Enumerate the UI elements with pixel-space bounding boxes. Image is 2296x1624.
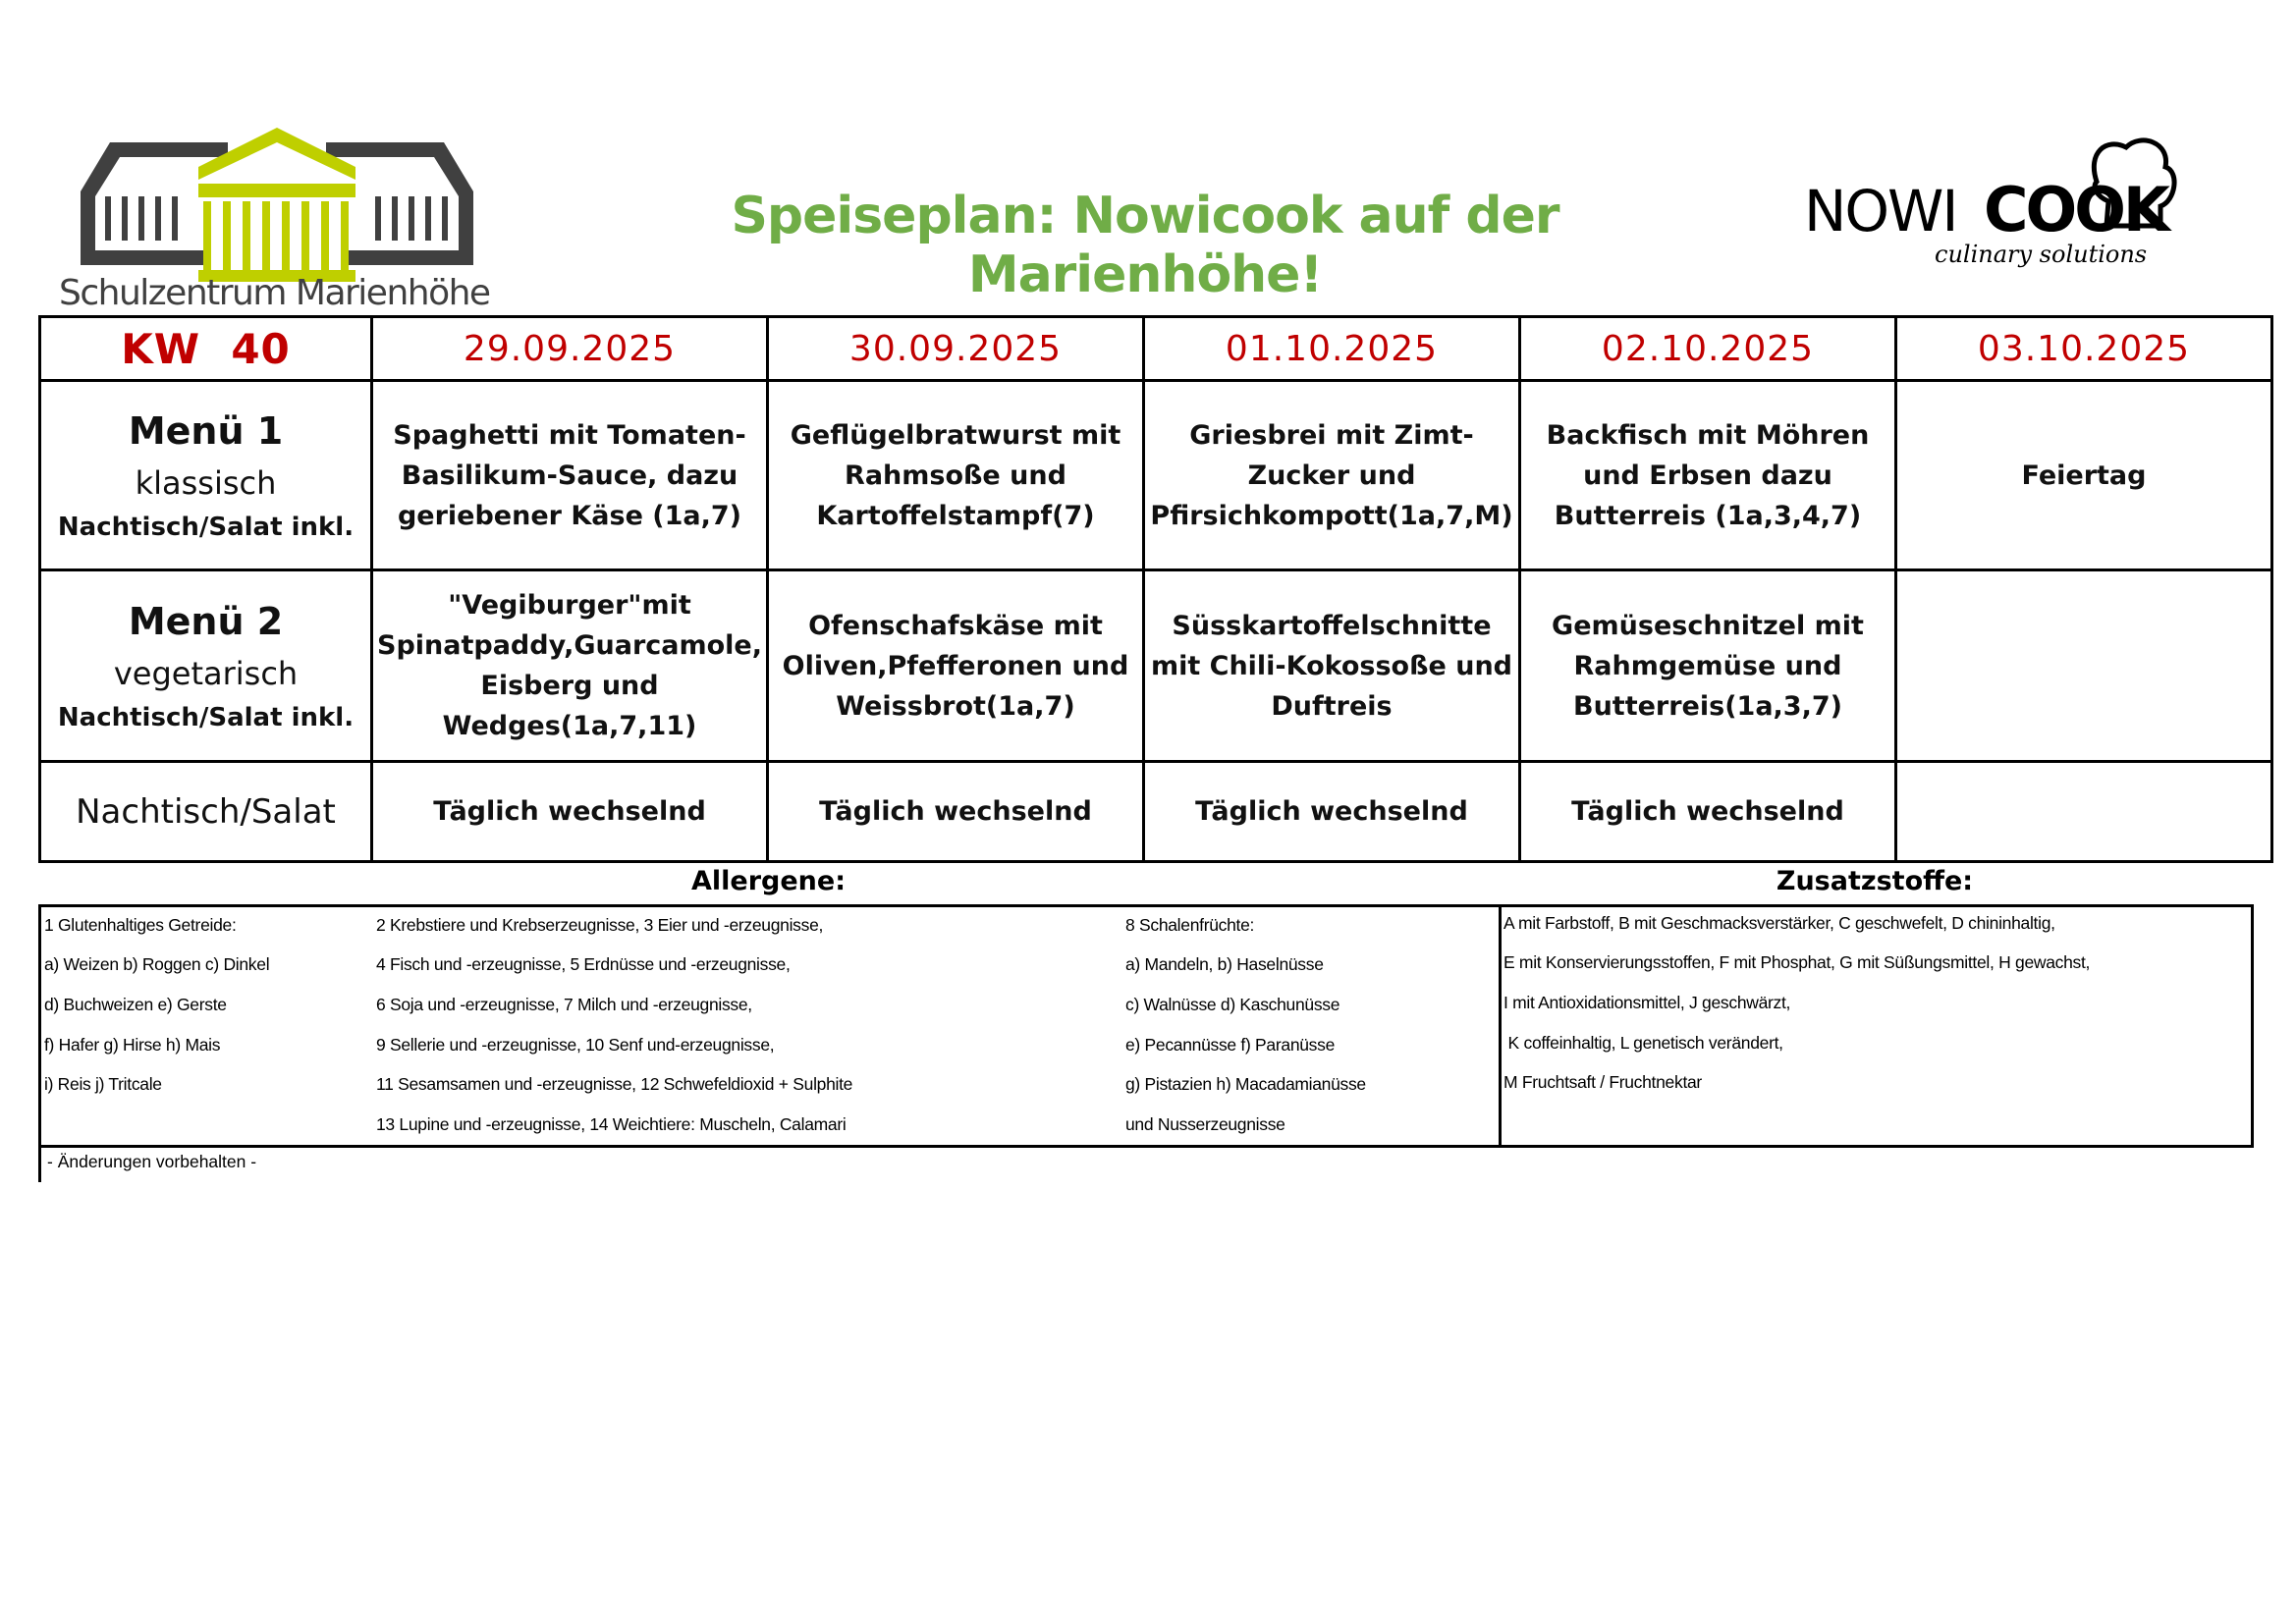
date-wed: 01.10.2025 [1143, 317, 1519, 381]
allergen-list: 9 Sellerie und -erzeugnisse, 10 Senf und-erzeugnisse, [376, 1035, 775, 1055]
menu2-note: Nachtisch/Salat inkl. [57, 703, 355, 732]
dessert-thu: Täglich wechselnd [1519, 762, 1895, 862]
svg-text:COOK: COOK [1984, 174, 2167, 245]
legend-box [38, 904, 2254, 1148]
allergen-nuts: und Nusserzeugnisse [1125, 1114, 1285, 1134]
menu1-mon: Spaghetti mit Tomaten-Basilikum-Sauce, dazu geriebener Käse (1a,7) [372, 381, 768, 570]
menu2-label [40, 570, 372, 762]
svg-text:culinary solutions: culinary solutions [1935, 241, 2148, 268]
date-fri: 03.10.2025 [1895, 317, 2271, 381]
allergen-nuts: c) Walnüsse d) Kaschunüsse [1125, 995, 1340, 1014]
menu1-row [40, 381, 2272, 570]
allergen-nuts: 8 Schalenfrüchte: [1125, 915, 1255, 935]
allergen-nuts: a) Mandeln, b) Haselnüsse [1125, 954, 1324, 974]
additive-line: K coffeinhaltig, L genetisch verändert, [1503, 1033, 1783, 1053]
dessert-fri [1895, 762, 2271, 862]
nowicook-logo [1802, 133, 2205, 270]
menu2-fri [1895, 570, 2271, 762]
additive-line: A mit Farbstoff, B mit Geschmacksverstärker, C geschwefelt, D chininhaltig, [1503, 913, 2055, 933]
menu2-tue: Ofenschafskäse mit Oliven,Pfefferonen und Weissbrot(1a,7) [767, 570, 1143, 762]
menu1-tue: Geflügelbratwurst mit Rahmsoße und Kartoffelstampf(7) [767, 381, 1143, 570]
allergen-nuts: g) Pistazien h) Macadamianüsse [1125, 1074, 1366, 1094]
legend-divider [1499, 904, 1502, 1145]
allergen-list: 2 Krebstiere und Krebserzeugnisse, 3 Eier und -erzeugnisse, [376, 915, 824, 935]
allergen-list: 4 Fisch und -erzeugnisse, 5 Erdnüsse und -erzeugnisse, [376, 954, 791, 974]
dessert-wed: Täglich wechselnd [1143, 762, 1519, 862]
allergen-list: 6 Soja und -erzeugnisse, 7 Milch und -erzeugnisse, [376, 995, 752, 1014]
menu1-label [40, 381, 372, 570]
menu1-title: Menü 1 [128, 409, 284, 453]
additive-line: E mit Konservierungsstoffen, F mit Phosphat, G mit Süßungsmittel, H gewachst, [1503, 952, 2091, 972]
menu1-fri: Feiertag [1895, 381, 2271, 570]
date-header-row [40, 317, 2272, 381]
menu2-row [40, 570, 2272, 762]
allergen-group-1: f) Hafer g) Hirse h) Mais [44, 1035, 221, 1055]
menu1-note: Nachtisch/Salat inkl. [57, 513, 355, 542]
allergen-list: 13 Lupine und -erzeugnisse, 14 Weichtiere: Muscheln, Calamari [376, 1114, 847, 1134]
menu1-wed: Griesbrei mit Zimt-Zucker und Pfirsichkompott(1a,7,M) [1143, 381, 1519, 570]
week-number: KW 40 [40, 317, 372, 381]
footer-note: - Änderungen vorbehalten - [47, 1152, 257, 1171]
page-title: Speiseplan: Nowicook auf der Marienhöhe! [731, 187, 1559, 304]
menu2-title: Menü 2 [128, 600, 284, 643]
allergen-group-1: i) Reis j) Tritcale [44, 1074, 162, 1094]
svg-text:NOWI: NOWI [1804, 178, 1957, 244]
date-tue: 30.09.2025 [767, 317, 1143, 381]
allergen-group-1: 1 Glutenhaltiges Getreide: [44, 915, 237, 935]
school-name: Schulzentrum Marienhöhe [59, 273, 490, 313]
additive-line: M Fruchtsaft / Fruchtnektar [1503, 1072, 1702, 1092]
menu2-thu: Gemüseschnitzel mit Rahmgemüse und Butterreis(1a,3,7) [1519, 570, 1895, 762]
menu1-subtitle: klassisch [135, 464, 277, 502]
menu-table [38, 315, 2273, 863]
allergen-group-1: a) Weizen b) Roggen c) Dinkel [44, 954, 270, 974]
menu2-wed: Süsskartoffelschnitte mit Chili-Kokossoße und Duftreis [1143, 570, 1519, 762]
zusatzstoffe-heading: Zusatzstoffe: [1776, 866, 1974, 896]
allergen-group-1: d) Buchweizen e) Gerste [44, 995, 227, 1014]
dessert-title: Nachtisch/Salat [76, 791, 336, 832]
menu1-thu: Backfisch mit Möhren und Erbsen dazu Butterreis (1a,3,4,7) [1519, 381, 1895, 570]
dessert-tue: Täglich wechselnd [767, 762, 1143, 862]
allergene-heading: Allergene: [690, 866, 846, 896]
date-mon: 29.09.2025 [372, 317, 768, 381]
dessert-mon: Täglich wechselnd [372, 762, 768, 862]
allergen-nuts: e) Pecannüsse f) Paranüsse [1125, 1035, 1336, 1055]
dessert-label [40, 762, 372, 862]
date-thu: 02.10.2025 [1519, 317, 1895, 381]
footer-border [38, 1145, 41, 1182]
menu2-subtitle: vegetarisch [113, 655, 299, 692]
additive-line: I mit Antioxidationsmittel, J geschwärzt, [1503, 993, 1791, 1012]
dessert-row [40, 762, 2272, 862]
allergen-list: 11 Sesamsamen und -erzeugnisse, 12 Schwefeldioxid + Sulphite [376, 1074, 853, 1094]
menu2-mon: "Vegiburger"mit Spinatpaddy,Guarcamole, Eisberg und Wedges(1a,7,11) [372, 570, 768, 762]
